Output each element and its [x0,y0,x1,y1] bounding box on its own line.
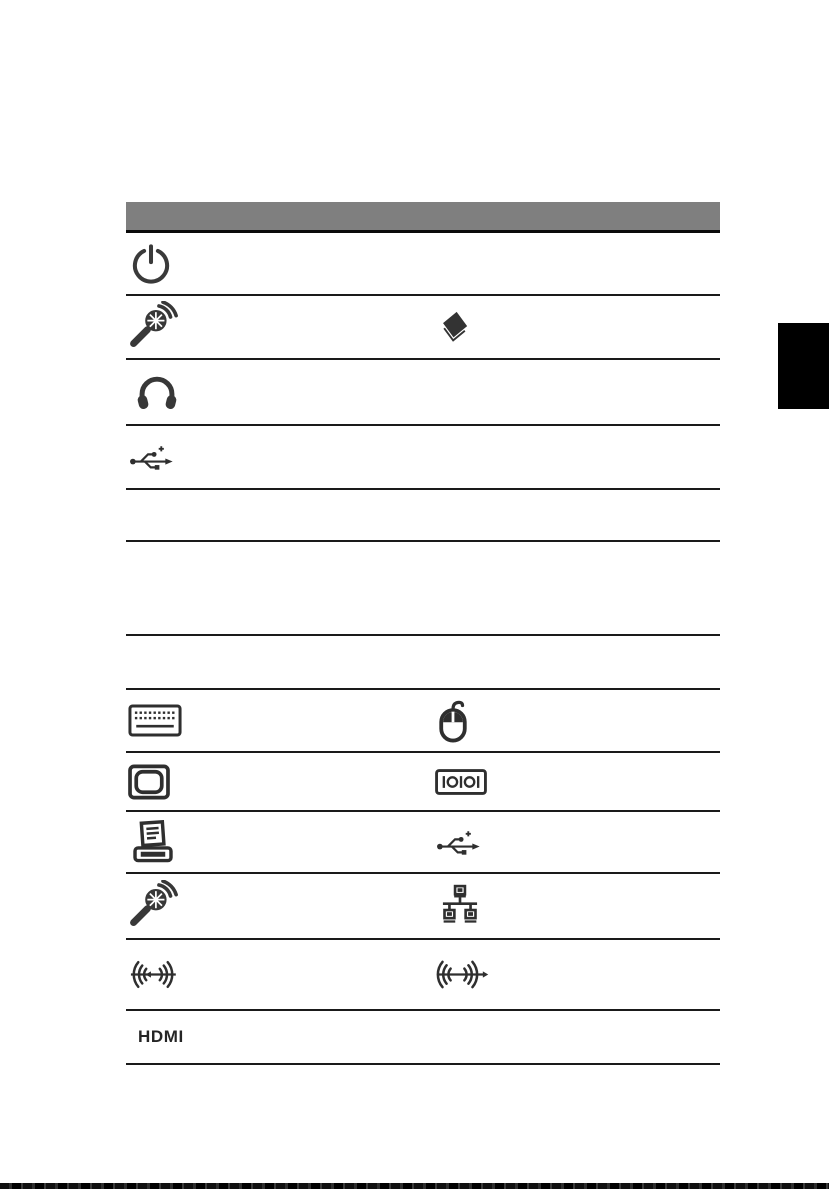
right-cell [435,490,720,540]
monitor-icon [128,764,170,800]
left-cell [126,296,435,358]
table-rows [126,233,720,1065]
usb-icon [435,828,481,857]
table-row-empty-2 [126,542,720,636]
keyboard-icon [128,704,182,737]
table-row-empty-3 [126,636,720,690]
table-row-empty-1 [126,490,720,542]
mouse-icon [437,698,469,743]
microphone-icon [125,880,181,932]
table-row-monitor-serial [126,753,720,812]
right-cell [435,940,720,1009]
table-row-audio-in-out [126,940,720,1011]
right-cell [435,1011,720,1063]
usb-icon [128,443,174,472]
left-cell [126,360,435,424]
hdmi-logo: HDMI [138,1027,184,1046]
right-cell [435,753,720,810]
table-row-hdmi [126,1011,720,1065]
table-row-microphone-speaker [126,296,720,360]
left-cell [126,636,435,688]
serial-port-icon [435,769,487,795]
table-row-microphone-network [126,874,720,940]
io-ports-table [126,202,720,1065]
left-cell [126,542,435,634]
audio-line-out-icon [435,958,489,991]
power-icon [128,241,174,287]
left-cell [126,426,435,488]
headphones-icon [134,370,180,414]
right-cell [435,426,720,488]
left-cell [126,812,435,872]
table-row-power [126,233,720,296]
left-cell [126,1011,435,1063]
left-cell [126,874,435,938]
left-cell [126,940,435,1009]
network-icon [438,884,482,928]
left-cell [126,490,435,540]
printer-icon [130,820,176,864]
right-cell [435,360,720,424]
table-header-bar [126,202,720,233]
left-cell [126,753,435,810]
table-row-keyboard-mouse [126,690,720,753]
chapter-side-tab [778,323,829,409]
right-cell [435,636,720,688]
audio-line-in-icon [128,958,178,991]
right-cell [435,874,720,938]
right-cell [435,233,720,294]
left-cell [126,233,435,294]
microphone-icon [125,301,181,353]
page-bottom-scan-artifact [0,1183,829,1189]
table-row-headphones [126,360,720,426]
speaker-diamond-icon [440,309,470,346]
table-row-printer-usb [126,812,720,874]
left-cell [126,690,435,751]
table-row-usb [126,426,720,490]
right-cell [435,296,720,358]
right-cell [435,812,720,872]
right-cell [435,690,720,751]
right-cell [435,542,720,634]
